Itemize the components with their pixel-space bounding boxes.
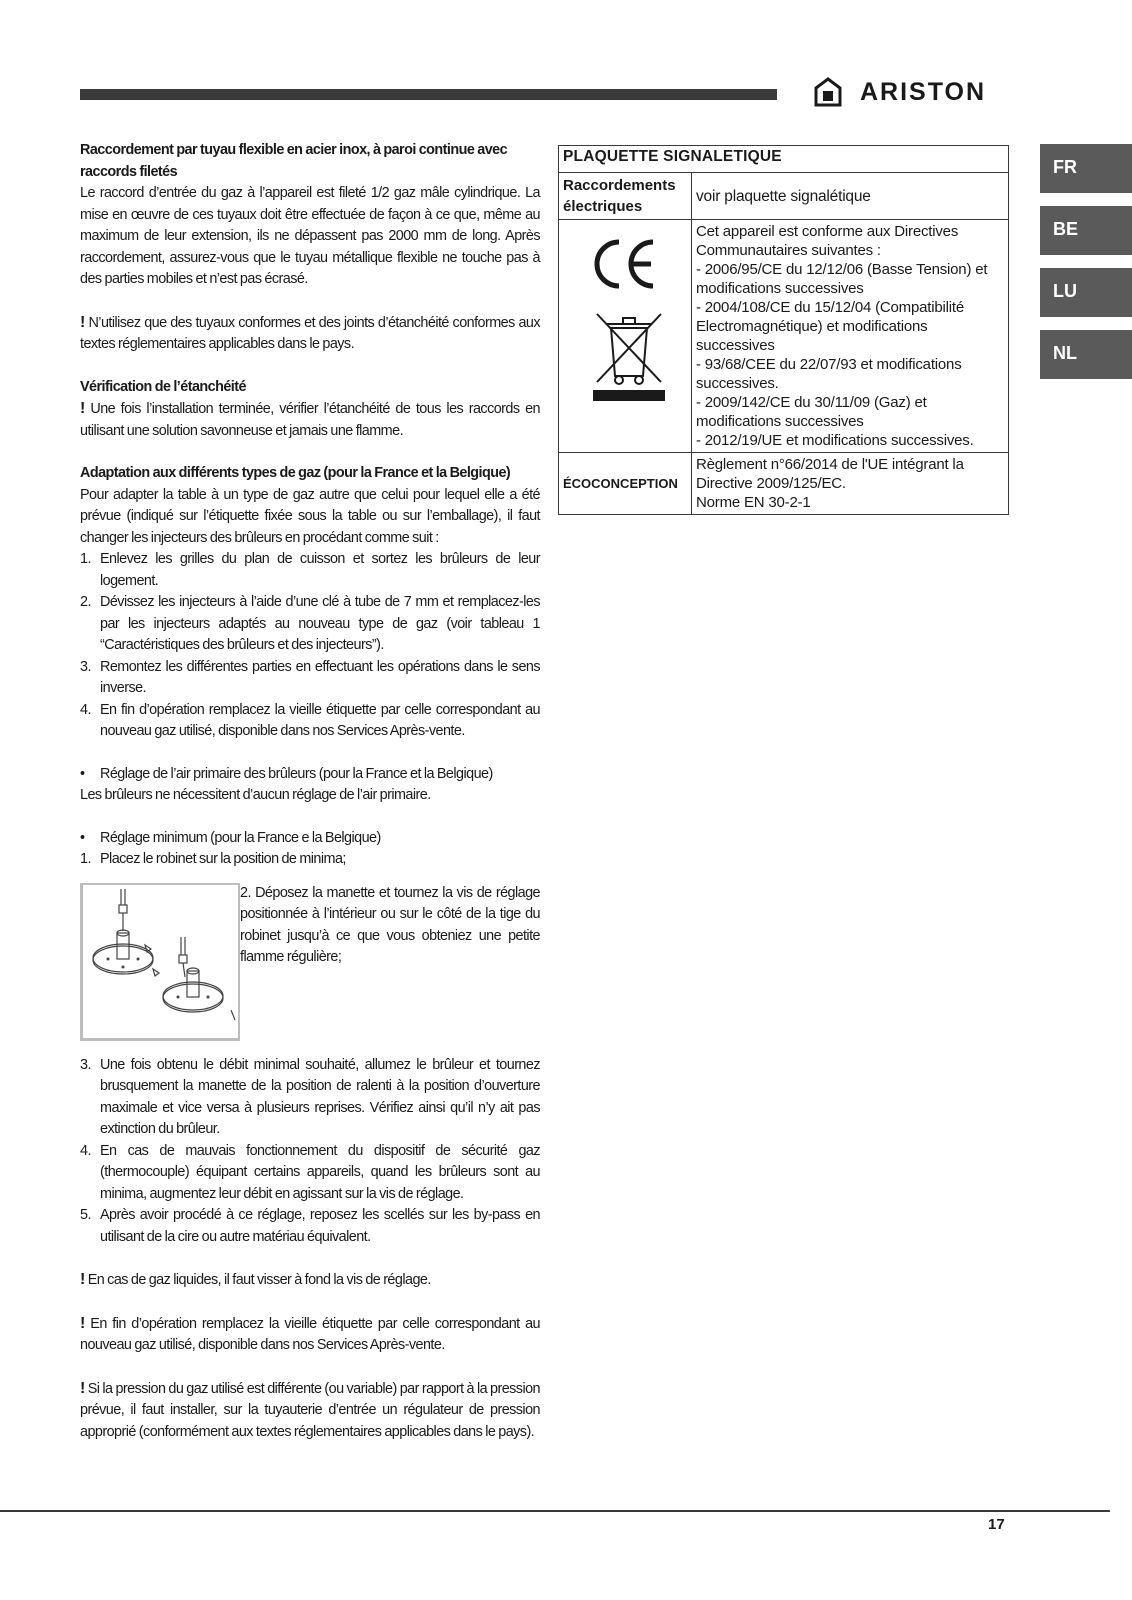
minimum-setting-step-2: 2. Déposez la manette et tournez la vis de réglage positionnée à l’intérieur ou sur le côté de la tige du robinet jusqu’à ce que vous obteniez une petite flamme régulière; <box>240 884 540 965</box>
list-item <box>80 1141 540 1206</box>
lang-tab-lu[interactable]: LU <box>1040 268 1132 317</box>
certification-logos <box>559 220 692 453</box>
rating-plate-table <box>558 145 1009 515</box>
step-number: 3. <box>80 658 91 675</box>
warning-text: Une fois l’installation terminée, vérifier l’étanchéité de tous les raccords en utilisant une solution savonneuse et jamais une flamme. <box>80 401 540 439</box>
step-text: Une fois obtenu le débit minimal souhaité, allumez le brûleur et tournez brusquement la manette de la position de ralenti à la position d’ouverture maximale et vice versa à plusieurs reprises. Vérifiez ainsi qu’il n’y ait pas extinction du brûleur. <box>100 1056 540 1137</box>
warning-mark: ! <box>80 313 85 331</box>
ecodesign-value <box>692 453 1009 515</box>
main-text-column <box>80 140 540 1443</box>
brand-name: ARISTON <box>860 77 987 106</box>
ecodesign-line: Norme EN 30-2-1 <box>696 494 811 511</box>
ecodesign-line: Règlement n°66/2014 de l'UE intégrant la <box>696 456 964 473</box>
brand-logo <box>814 74 986 110</box>
section-title-flexible-hose: Raccordement par tuyau flexible en acier inox, à paroi continue avec raccords filetés <box>80 142 508 180</box>
bullet-mark: • <box>80 765 85 782</box>
electrical-connections-label: Raccordements électriques <box>559 173 692 220</box>
warning-liquid-gas <box>80 1269 540 1292</box>
step-text: Remontez les différentes parties en effectuant les opérations dans le sens inverse. <box>100 658 540 696</box>
directive-line: - 2012/19/UE et modifications successives. <box>696 432 974 449</box>
house-icon <box>814 77 842 107</box>
language-tabs <box>1040 144 1132 392</box>
section-title-leak-check: Vérification de l’étanchéité <box>80 378 246 395</box>
minimum-setting-steps <box>80 1055 540 1249</box>
weee-bin-icon <box>593 310 665 402</box>
figure-row <box>80 883 540 1041</box>
ecodesign-line: Directive 2009/125/EC. <box>696 475 846 492</box>
directives-cell <box>692 220 1009 453</box>
ce-mark-icon <box>589 236 659 296</box>
warning-hoses <box>80 312 540 356</box>
directive-line: - 93/68/CEE du 22/07/93 et modifications successives. <box>696 356 962 392</box>
bullet-mark: • <box>80 829 85 846</box>
warning-mark: ! <box>80 1379 85 1397</box>
warning-mark: ! <box>80 400 85 417</box>
warning-mark: ! <box>80 1271 85 1288</box>
list-item <box>80 657 540 700</box>
paragraph-primary-air: Les brûleurs ne nécessitent d’aucun réglage de l’air primaire. <box>80 787 431 803</box>
warning-pressure <box>80 1378 540 1444</box>
page-number: 17 <box>988 1516 1005 1533</box>
step-number: 4. <box>80 1142 91 1159</box>
warning-text: Si la pression du gaz utilisé est différente (ou variable) par rapport à la pression prévue, il faut installer, sur la tuyauterie d’entrée un régulateur de pression approprié (conformément aux textes réglementaires applicables dans le pays). <box>80 1380 540 1440</box>
footer-rule <box>0 1510 1110 1512</box>
warning-mark: ! <box>80 1314 85 1332</box>
paragraph-flexible-hose: Le raccord d’entrée du gaz à l’appareil est fileté 1/2 gaz mâle cylindrique. La mise en œuvre de ces tuyaux doit être effectuée de façon à ce que, même au maximum de leur extension, ils ne dépassent pas 2000 mm de long. Après raccordement, assurez-vous que le tuyau métallique flexible ne touche pas à des parties mobiles et n’est pas écrasé. <box>80 185 540 287</box>
directive-line: - 2009/142/CE du 30/11/09 (Gaz) et modifications successives <box>696 394 927 430</box>
warning-text: N’utilisez que des tuyaux conformes et des joints d’étanchéité conformes aux textes réglementaires applicables dans le pays. <box>80 314 540 352</box>
table-title: PLAQUETTE SIGNALETIQUE <box>559 146 1009 173</box>
lang-tab-be[interactable]: BE <box>1040 206 1132 255</box>
step-text: Dévissez les injecteurs à l’aide d’une clé à tube de 7 mm et remplacez-les par les injecteurs adaptés au nouveau type de gaz (voir tableau 1 “Caractéristiques des brûleurs et des injecteurs”). <box>100 594 540 653</box>
step-text: Placez le robinet sur la position de minima; <box>100 851 346 867</box>
step-text: En cas de mauvais fonctionnement du dispositif de sécurité gaz (thermocouple) équipant certains appareils, quand les brûleurs sont au minima, augmentez leur débit en agissant sur la vis de réglage. <box>100 1142 540 1202</box>
paragraph-leak-check <box>80 398 540 442</box>
section-title-gas-adaptation: Adaptation aux différents types de gaz (pour la France et la Belgique) <box>80 465 511 481</box>
list-item <box>80 549 540 592</box>
gas-adaptation-steps <box>80 549 540 743</box>
minimum-setting-heading <box>80 828 540 850</box>
lang-tab-fr[interactable]: FR <box>1040 144 1132 193</box>
warning-text: En cas de gaz liquides, il faut visser à fond la vis de réglage. <box>84 1272 431 1288</box>
step-number: 2. <box>80 594 91 610</box>
step-text: En fin d’opération remplacez la vieille étiquette par celle correspondant au nouveau gaz utilisé, disponible dans nos Services Après-vente. <box>100 701 540 739</box>
step-number: 5. <box>80 1207 91 1223</box>
electrical-connections-value: voir plaquette signalétique <box>692 173 1009 220</box>
step-number: 1. <box>80 551 91 567</box>
header-bar <box>80 89 777 100</box>
minimum-setting-step-1 <box>80 849 540 871</box>
bullet-text: Réglage minimum (pour la France e la Belgique) <box>100 829 381 846</box>
paragraph-gas-adaptation: Pour adapter la table à un type de gaz autre que celui pour lequel elle a été prévue (indiqué sur l’étiquette fixée sous la table ou sur l’emballage), il faut changer les injecteurs des brûleurs en procédant comme suit : <box>80 486 540 546</box>
valve-screwdriver-icon <box>83 885 238 1038</box>
directive-line: Cet appareil est conforme aux Directives Communautaires suivantes : <box>696 223 959 259</box>
list-item <box>80 700 540 743</box>
ecodesign-label: ÉCOCONCEPTION <box>559 453 692 515</box>
list-item <box>80 1205 540 1248</box>
bullet-text: Réglage de l’air primaire des brûleurs (pour la France et la Belgique) <box>100 765 493 782</box>
step-text: Enlevez les grilles du plan de cuisson et sortez les brûleurs de leur logement. <box>100 551 540 589</box>
warning-text: En fin d’opération remplacez la vieille étiquette par celle correspondant au nouveau gaz utilisé, disponible dans nos Services Après-vente. <box>80 1315 540 1353</box>
list-item <box>80 1055 540 1141</box>
lang-tab-nl[interactable]: NL <box>1040 330 1132 379</box>
step-number: 1. <box>80 851 91 867</box>
list-item <box>80 849 540 871</box>
directive-line: - 2004/108/CE du 15/12/04 (Compatibilité Electromagnétique) et modifications successives <box>696 299 965 354</box>
step-text: Après avoir procédé à ce réglage, reposez les scellés sur les by-pass en utilisant de la cire ou autre matériau équivalent. <box>100 1207 540 1245</box>
list-item <box>80 592 540 657</box>
step-number: 3. <box>80 1056 91 1073</box>
step-number: 4. <box>80 701 91 718</box>
warning-label-replace <box>80 1313 540 1357</box>
primary-air-heading <box>80 764 540 786</box>
directive-line: - 2006/95/CE du 12/12/06 (Basse Tension) et modifications successives <box>696 261 988 297</box>
burner-valve-illustration <box>80 883 240 1041</box>
